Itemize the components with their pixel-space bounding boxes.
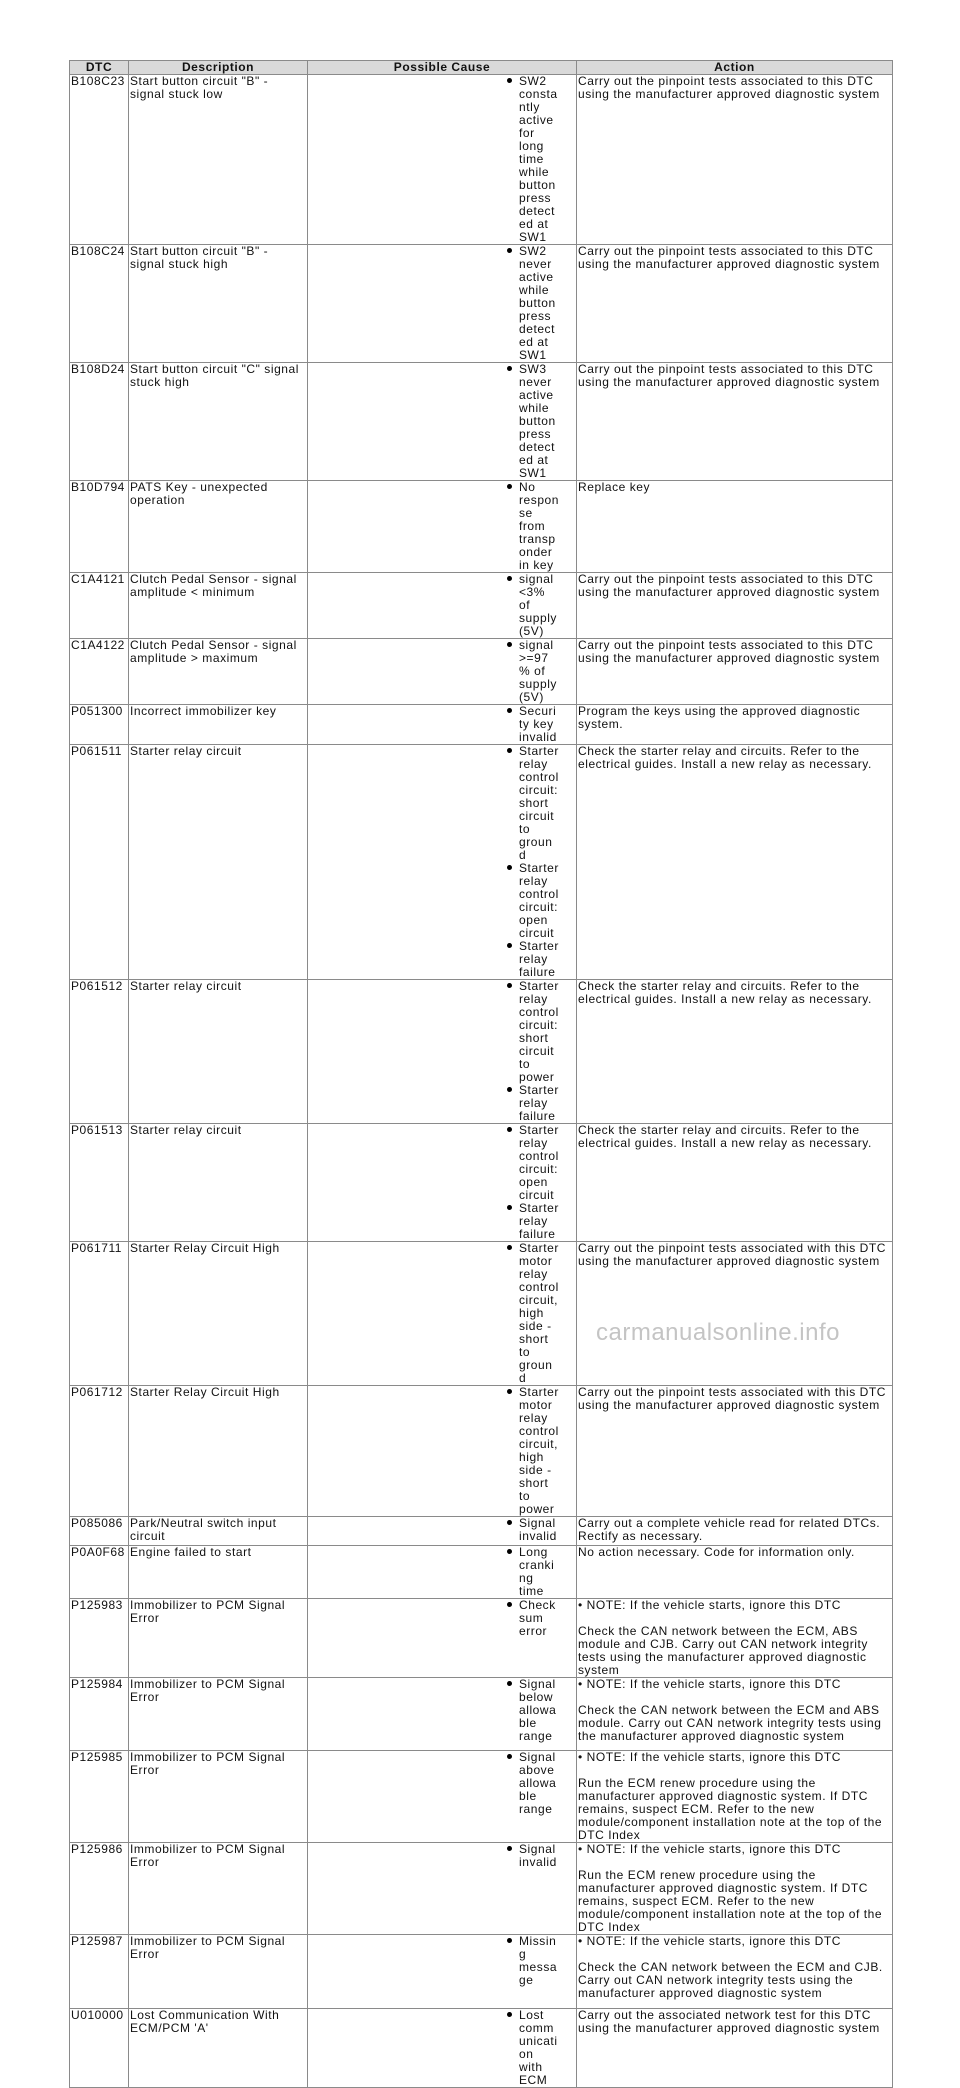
table-row — [70, 980, 893, 1124]
dtc-code: B108C23 — [70, 75, 129, 245]
dtc-description: Incorrect immobilizer key — [129, 705, 308, 745]
table-row — [70, 745, 893, 980]
possible-cause-item: Missing message — [505, 1935, 559, 1987]
possible-cause-list — [309, 481, 575, 572]
possible-cause-item: signal>=97% of supply(5V) — [505, 639, 559, 704]
possible-cause-cell — [308, 1843, 577, 1935]
header-action: Action — [577, 61, 893, 75]
dtc-description: PATS Key - unexpected operation — [129, 481, 308, 573]
note-text: • NOTE: If the vehicle starts, ignore this DTC — [578, 1677, 841, 1691]
action-text: Check the CAN network between the ECM and CJB. Carry out CAN network integrity tests using the manufacturer approved diagnostic system — [578, 1960, 883, 2000]
possible-cause-item: Security key invalid — [505, 705, 559, 744]
possible-cause-item: Starter relay failure — [505, 940, 559, 979]
note-text: • NOTE: If the vehicle starts, ignore this DTC — [578, 1934, 841, 1948]
action-cell — [577, 481, 893, 573]
dtc-code: P085086 — [70, 1517, 129, 1546]
watermark: carmanualsonline.info — [596, 1319, 840, 1346]
header-possible-cause: Possible Cause — [308, 61, 577, 75]
possible-cause-cell — [308, 573, 577, 639]
possible-cause-item: Signal above allowable range — [505, 1751, 559, 1816]
possible-cause-item: Starter relay control circuit: short circuit to ground — [505, 745, 559, 862]
possible-cause-list — [309, 745, 575, 979]
action-text: Carry out the pinpoint tests associated to this DTC using the manufacturer approved diagnostic system — [578, 638, 880, 665]
action-text: Carry out the associated network test for this DTC using the manufacturer approved diagnostic system — [578, 2008, 880, 2035]
action-text: Replace key — [578, 480, 651, 494]
possible-cause-cell — [308, 705, 577, 745]
action-cell — [577, 1386, 893, 1517]
possible-cause-list — [309, 363, 575, 480]
dtc-code: P061511 — [70, 745, 129, 980]
table-row — [70, 1935, 893, 2009]
action-cell — [577, 1751, 893, 1843]
possible-cause-item: Long cranking time — [505, 1546, 559, 1598]
dtc-description: Starter Relay Circuit High — [129, 1242, 308, 1386]
possible-cause-list — [309, 1843, 575, 1869]
table-row — [70, 1678, 893, 1751]
dtc-description: Immobilizer to PCM Signal Error — [129, 1678, 308, 1751]
possible-cause-item: SW2 constantly active for long time while button press detected at SW1 — [505, 75, 559, 244]
dtc-code: B10D794 — [70, 481, 129, 573]
possible-cause-item: Starter relay failure — [505, 1202, 559, 1241]
possible-cause-cell — [308, 481, 577, 573]
dtc-code: P125985 — [70, 1751, 129, 1843]
action-text: Check the starter relay and circuits. Refer to the electrical guides. Install a new relay as necessary. — [578, 744, 872, 771]
possible-cause-cell — [308, 1517, 577, 1546]
dtc-description: Immobilizer to PCM Signal Error — [129, 1599, 308, 1678]
possible-cause-cell — [308, 2009, 577, 2088]
action-cell — [577, 705, 893, 745]
action-text: Carry out a complete vehicle read for related DTCs. Rectify as necessary. — [578, 1516, 881, 1543]
dtc-code: P125987 — [70, 1935, 129, 2009]
table-row — [70, 363, 893, 481]
dtc-code: C1A4121 — [70, 573, 129, 639]
dtc-description: Starter relay circuit — [129, 980, 308, 1124]
table-row — [70, 1386, 893, 1517]
dtc-code: P125986 — [70, 1843, 129, 1935]
note-text: • NOTE: If the vehicle starts, ignore this DTC — [578, 1842, 841, 1856]
possible-cause-cell — [308, 1546, 577, 1599]
action-cell — [577, 639, 893, 705]
table-row — [70, 1751, 893, 1843]
header-description: Description — [129, 61, 308, 75]
action-text: Check the starter relay and circuits. Refer to the electrical guides. Install a new relay as necessary. — [578, 1123, 872, 1150]
possible-cause-cell — [308, 75, 577, 245]
table-row — [70, 2009, 893, 2088]
table-row — [70, 481, 893, 573]
dtc-description: Engine failed to start — [129, 1546, 308, 1599]
dtc-description: Start button circuit "B" - signal stuck high — [129, 245, 308, 363]
action-cell — [577, 75, 893, 245]
note-text: • NOTE: If the vehicle starts, ignore this DTC — [578, 1750, 841, 1764]
possible-cause-cell — [308, 1935, 577, 2009]
table-header-row — [70, 61, 893, 75]
possible-cause-item: Checksum error — [505, 1599, 559, 1638]
table-row — [70, 705, 893, 745]
action-text: Carry out the pinpoint tests associated with this DTC using the manufacturer approved diagnostic system — [578, 1385, 886, 1412]
action-text: Run the ECM renew procedure using the manufacturer approved diagnostic system. If DTC remains, suspect ECM. Refer to the new module/component installation note at the top of the DTC Index — [578, 1868, 883, 1934]
possible-cause-list — [309, 1242, 575, 1385]
dtc-description: Starter relay circuit — [129, 745, 308, 980]
possible-cause-item: Signal invalid — [505, 1843, 559, 1869]
possible-cause-list — [309, 1678, 575, 1743]
possible-cause-cell — [308, 1678, 577, 1751]
dtc-code: P061712 — [70, 1386, 129, 1517]
dtc-description: Clutch Pedal Sensor - signal amplitude < minimum — [129, 573, 308, 639]
possible-cause-item: Starter relay failure — [505, 1084, 559, 1123]
table-row — [70, 573, 893, 639]
possible-cause-list — [309, 573, 575, 638]
action-cell — [577, 745, 893, 980]
action-text: Carry out the pinpoint tests associated to this DTC using the manufacturer approved diagnostic system — [578, 74, 880, 101]
dtc-description: Immobilizer to PCM Signal Error — [129, 1935, 308, 2009]
table-row — [70, 639, 893, 705]
dtc-table — [69, 60, 893, 2088]
dtc-code: U010000 — [70, 2009, 129, 2088]
possible-cause-list — [309, 245, 575, 362]
possible-cause-list — [309, 1517, 575, 1543]
table-row — [70, 1843, 893, 1935]
possible-cause-list — [309, 1546, 575, 1598]
possible-cause-item: No response from transponder in key — [505, 481, 559, 572]
action-cell — [577, 1124, 893, 1242]
action-cell — [577, 2009, 893, 2088]
action-cell — [577, 1517, 893, 1546]
dtc-code: C1A4122 — [70, 639, 129, 705]
action-text: Program the keys using the approved diagnostic system. — [578, 704, 861, 731]
table-row — [70, 1546, 893, 1599]
dtc-code: P061711 — [70, 1242, 129, 1386]
possible-cause-list — [309, 1599, 575, 1638]
action-text: Carry out the pinpoint tests associated with this DTC using the manufacturer approved diagnostic system — [578, 1241, 886, 1268]
action-cell — [577, 363, 893, 481]
dtc-description: Start button circuit "C" signal stuck high — [129, 363, 308, 481]
possible-cause-list — [309, 1124, 575, 1241]
action-text: Run the ECM renew procedure using the manufacturer approved diagnostic system. If DTC remains, suspect ECM. Refer to the new module/component installation note at the top of the DTC Index — [578, 1776, 883, 1842]
dtc-code: P125984 — [70, 1678, 129, 1751]
action-cell — [577, 980, 893, 1124]
possible-cause-item: signal<3% of supply(5V) — [505, 573, 559, 638]
possible-cause-item: SW3 never active while button press detected at SW1 — [505, 363, 559, 480]
dtc-description: Clutch Pedal Sensor - signal amplitude > maximum — [129, 639, 308, 705]
possible-cause-list — [309, 1386, 575, 1516]
possible-cause-list — [309, 639, 575, 704]
table-row — [70, 1242, 893, 1386]
table-row — [70, 1124, 893, 1242]
possible-cause-list — [309, 1935, 575, 1987]
action-text: Check the starter relay and circuits. Refer to the electrical guides. Install a new relay as necessary. — [578, 979, 872, 1006]
possible-cause-item: Starter relay control circuit: open circuit — [505, 1124, 559, 1202]
possible-cause-list — [309, 1751, 575, 1816]
action-cell — [577, 573, 893, 639]
possible-cause-cell — [308, 745, 577, 980]
action-text: Carry out the pinpoint tests associated to this DTC using the manufacturer approved diagnostic system — [578, 244, 880, 271]
action-cell — [577, 1843, 893, 1935]
possible-cause-item: Starter motor relay control circuit, high side - short to ground — [505, 1242, 559, 1385]
dtc-description: Starter relay circuit — [129, 1124, 308, 1242]
action-cell — [577, 1242, 893, 1386]
possible-cause-list — [309, 705, 575, 744]
action-text: Check the CAN network between the ECM, ABS module and CJB. Carry out CAN network integrity tests using the manufacturer approved diagnostic system — [578, 1624, 868, 1677]
action-cell — [577, 1599, 893, 1678]
table-row — [70, 1517, 893, 1546]
action-text: No action necessary. Code for information only. — [578, 1545, 855, 1559]
possible-cause-cell — [308, 1751, 577, 1843]
dtc-code: P051300 — [70, 705, 129, 745]
dtc-code: P061512 — [70, 980, 129, 1124]
action-cell — [577, 1678, 893, 1751]
possible-cause-item: Lost communication with ECM — [505, 2009, 559, 2087]
table-body — [70, 75, 893, 2088]
possible-cause-cell — [308, 1242, 577, 1386]
dtc-code: P0A0F68 — [70, 1546, 129, 1599]
action-text: Carry out the pinpoint tests associated to this DTC using the manufacturer approved diagnostic system — [578, 362, 880, 389]
possible-cause-item: Starter relay control circuit: short circuit to power — [505, 980, 559, 1084]
action-cell — [577, 245, 893, 363]
dtc-description: Immobilizer to PCM Signal Error — [129, 1843, 308, 1935]
action-cell — [577, 1546, 893, 1599]
possible-cause-cell — [308, 363, 577, 481]
dtc-description: Lost Communication With ECM/PCM 'A' — [129, 2009, 308, 2088]
note-text: • NOTE: If the vehicle starts, ignore this DTC — [578, 1598, 841, 1612]
action-text: Check the CAN network between the ECM and ABS module. Carry out CAN network integrity tests using the manufacturer approved diagnostic system — [578, 1703, 882, 1743]
possible-cause-cell — [308, 245, 577, 363]
dtc-description: Starter Relay Circuit High — [129, 1386, 308, 1517]
possible-cause-item: Starter relay control circuit: open circuit — [505, 862, 559, 940]
possible-cause-cell — [308, 980, 577, 1124]
dtc-code: B108C24 — [70, 245, 129, 363]
possible-cause-item: Signal invalid — [505, 1517, 559, 1543]
possible-cause-list — [309, 2009, 575, 2087]
action-cell — [577, 1935, 893, 2009]
possible-cause-list — [309, 75, 575, 244]
dtc-description: Immobilizer to PCM Signal Error — [129, 1751, 308, 1843]
possible-cause-cell — [308, 1386, 577, 1517]
dtc-code: P125983 — [70, 1599, 129, 1678]
possible-cause-cell — [308, 1124, 577, 1242]
possible-cause-cell — [308, 639, 577, 705]
possible-cause-cell — [308, 1599, 577, 1678]
possible-cause-item: SW2 never active while button press detected at SW1 — [505, 245, 559, 362]
header-dtc: DTC — [70, 61, 129, 75]
possible-cause-item: Signal below allowable range — [505, 1678, 559, 1743]
dtc-code: B108D24 — [70, 363, 129, 481]
dtc-code: P061513 — [70, 1124, 129, 1242]
possible-cause-item: Starter motor relay control circuit, high side - short to power — [505, 1386, 559, 1516]
table-row — [70, 245, 893, 363]
dtc-description: Park/Neutral switch input circuit — [129, 1517, 308, 1546]
possible-cause-list — [309, 980, 575, 1123]
dtc-description: Start button circuit "B" - signal stuck low — [129, 75, 308, 245]
table-row — [70, 75, 893, 245]
action-text: Carry out the pinpoint tests associated to this DTC using the manufacturer approved diagnostic system — [578, 572, 880, 599]
table-row — [70, 1599, 893, 1678]
